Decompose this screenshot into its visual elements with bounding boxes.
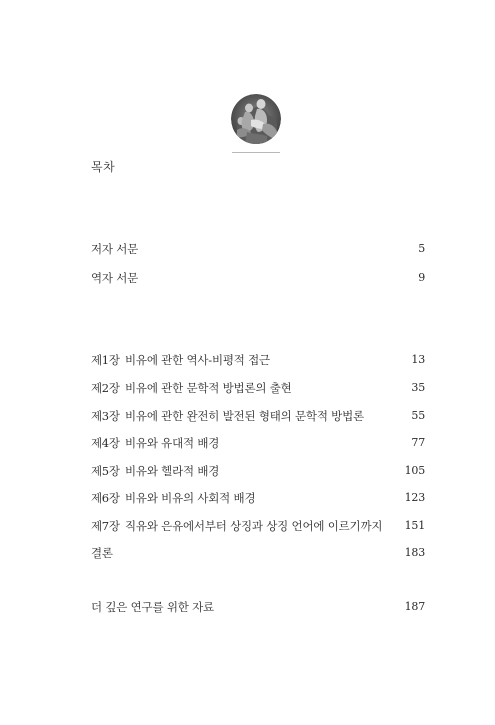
toc-entry-conclusion[interactable] <box>91 544 425 562</box>
toc-entry-label: 저자 서문 <box>91 242 139 256</box>
toc-entry-label: 비유에 관한 완전히 발전된 형태의 문학적 방법론 <box>125 409 364 423</box>
toc-entry-label: 비유에 관한 역사-비평적 접근 <box>125 353 270 367</box>
chapter-number: 제5장 <box>91 464 120 478</box>
toc-page-number: 183 <box>404 546 425 559</box>
toc-entry-chapter-4[interactable] <box>91 434 425 452</box>
toc-entry-label: 더 깊은 연구를 위한 자료 <box>91 600 214 614</box>
ornamental-divider <box>232 152 280 153</box>
chapter-number: 제4장 <box>91 436 120 450</box>
toc-entry-label: 비유와 비유의 사회적 배경 <box>125 491 256 505</box>
toc-page-number: 13 <box>411 353 425 366</box>
toc-page-number: 35 <box>411 381 425 394</box>
chapter-number: 제3장 <box>91 409 120 423</box>
toc-entry-chapter-2[interactable] <box>91 379 425 397</box>
toc-page-number: 5 <box>418 242 425 255</box>
chapter-number: 제1장 <box>91 353 120 367</box>
toc-entry-author-preface[interactable] <box>91 240 425 258</box>
toc-entry-chapter-3[interactable] <box>91 407 425 425</box>
toc-page-number: 77 <box>411 436 425 449</box>
toc-page-number: 187 <box>404 600 425 613</box>
toc-entry-label: 직유와 은유에서부터 상징과 상징 언어에 이르기까지 <box>125 519 383 533</box>
toc-entry-label: 비유와 유대적 배경 <box>125 436 220 450</box>
toc-entry-label: 결론 <box>91 546 113 560</box>
toc-entry-chapter-7[interactable] <box>91 517 425 535</box>
toc-page-number: 105 <box>404 464 425 477</box>
toc-entry-chapter-5[interactable] <box>91 462 425 480</box>
chapter-number: 제2장 <box>91 381 120 395</box>
chapter-number: 제6장 <box>91 491 120 505</box>
toc-entry-label: 역자 서문 <box>91 271 139 285</box>
relief-sculpture-emblem <box>231 94 281 144</box>
toc-entry-chapter-1[interactable] <box>91 351 425 369</box>
toc-entry-chapter-6[interactable] <box>91 489 425 507</box>
toc-page-number: 9 <box>418 271 425 284</box>
toc-entry-label: 비유와 헬라적 배경 <box>125 464 220 478</box>
toc-page-number: 151 <box>404 519 425 532</box>
chapter-number: 제7장 <box>91 519 120 533</box>
toc-entry-further-reading[interactable] <box>91 598 425 616</box>
relief-sculpture-icon <box>231 94 281 144</box>
toc-title: 목차 <box>91 160 116 174</box>
toc-entry-label: 비유에 관한 문학적 방법론의 출현 <box>125 381 292 395</box>
toc-entry-translator-preface[interactable] <box>91 269 425 287</box>
toc-page-number: 55 <box>411 409 425 422</box>
toc-page-number: 123 <box>404 491 425 504</box>
